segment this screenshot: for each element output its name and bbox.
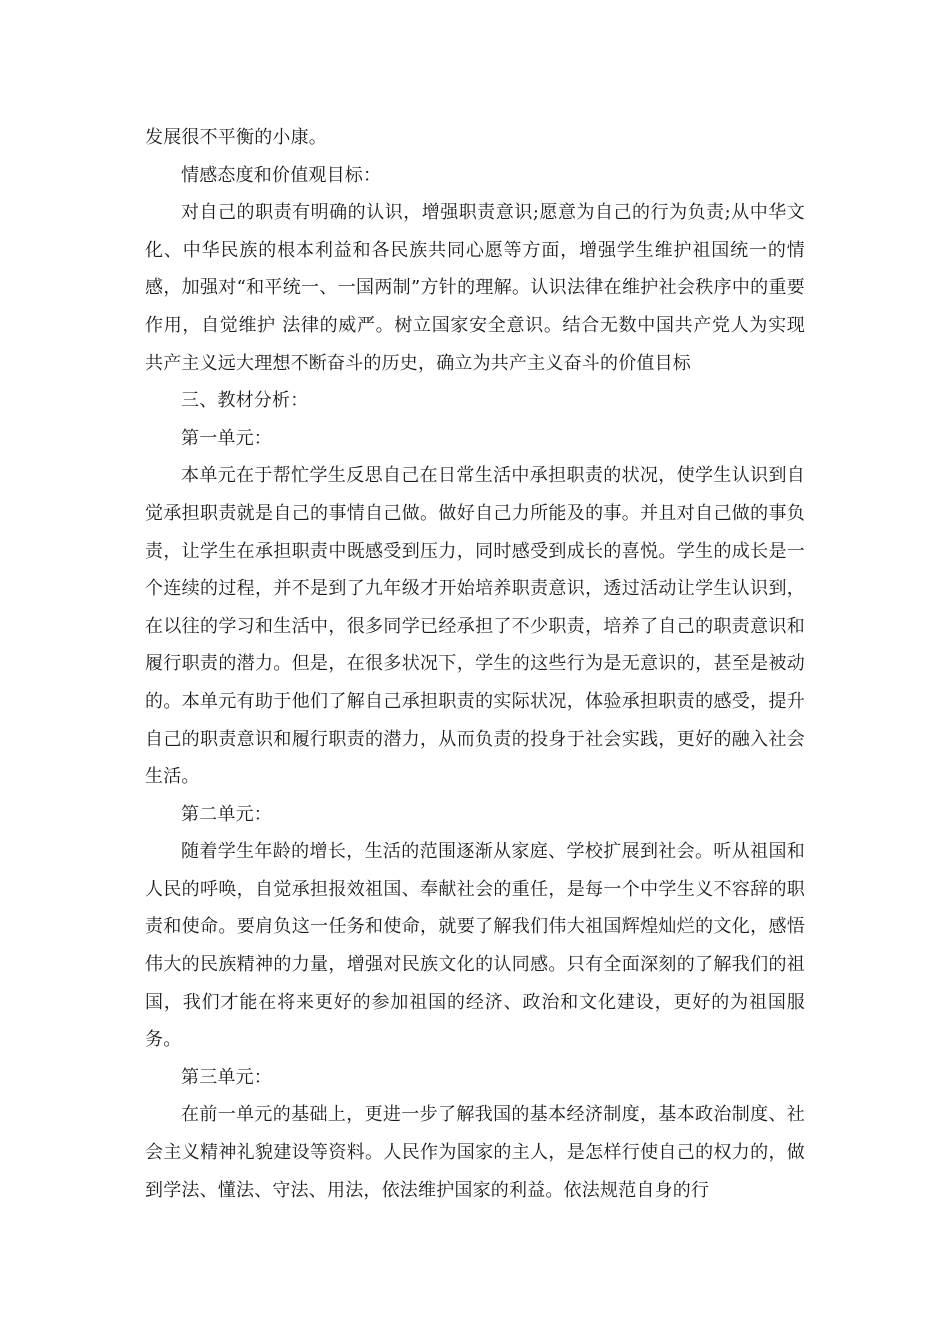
heading-unit-three: 第三单元： [181, 1066, 272, 1088]
heading-unit-two: 第二单元： [181, 803, 272, 825]
heading-unit-one: 第一单元： [181, 427, 272, 449]
heading-emotion-goals: 情感态度和价值观目标： [181, 164, 382, 186]
heading-textbook-analysis: 三、教材分析： [181, 390, 309, 412]
paragraph-unit-three: 在前一单元的基础上，更进一步了解我国的基本经济制度，基本政治制度、社会主义精神礼貌建设等资料。人民作为国家的主人，是怎样行使自己的权力的，做到学法、懂法、守法、用法，依法维护国家的利益。依法规范自身的行 [145, 1104, 805, 1201]
paragraph-unit-two: 随着学生年龄的增长，生活的范围逐渐从家庭、学校扩展到社会。听从祖国和人民的呼唤，自觉承担报效祖国、奉献社会的重任，是每一个中学生义不容辞的职责和使命。要肩负这一任务和使命，就要了解我们伟大祖国辉煌灿烂的文化，感悟伟大的民族精神的力量，增强对民族文化的认同感。只有全面深刻的了解我们的祖国，我们才能在将来更好的参加祖国的经济、政治和文化建设，更好的为祖国服务。 [145, 841, 805, 1051]
paragraph-continuation: 发展很不平衡的小康。 [145, 127, 327, 148]
paragraph-emotion-goals: 对自己的职责有明确的认识，增强职责意识;愿意为自己的行为负责;从中华文化、中华民族的根本利益和各民族共同心愿等方面，增强学生维护祖国统一的情感，加强对“和平统一、一国两制”方针的理解。认识法律在维护社会秩序中的重要作用，自觉维护 法律的威严。树立国家安全意识。结合无数中国共产党人为实现共产主义远大理想不断奋斗的历史，确立为共产主义奋斗的价值目标 [145, 202, 805, 374]
paragraph-unit-one: 本单元在于帮忙学生反思自己在日常生活中承担职责的状况，使学生认识到自觉承担职责就是自己的事情自己做。做好自己力所能及的事。并且对自己做的事负责，让学生在承担职责中既感受到压力，同时感受到成长的喜悦。学生的成长是一个连续的过程，并不是到了九年级才开始培养职责意识，透过活动让学生认识到，在以往的学习和生活中，很多同学已经承担了不少职责，培养了自己的职责意识和履行职责的潜力。但是，在很多状况下，学生的这些行为是无意识的，甚至是被动的。本单元有助于他们了解自己承担职责的实际状况，体验承担职责的感受，提升自己的职责意识和履行职责的潜力，从而负责的投身于社会实践，更好的融入社会生活。 [145, 465, 805, 788]
document-body [145, 119, 805, 1209]
